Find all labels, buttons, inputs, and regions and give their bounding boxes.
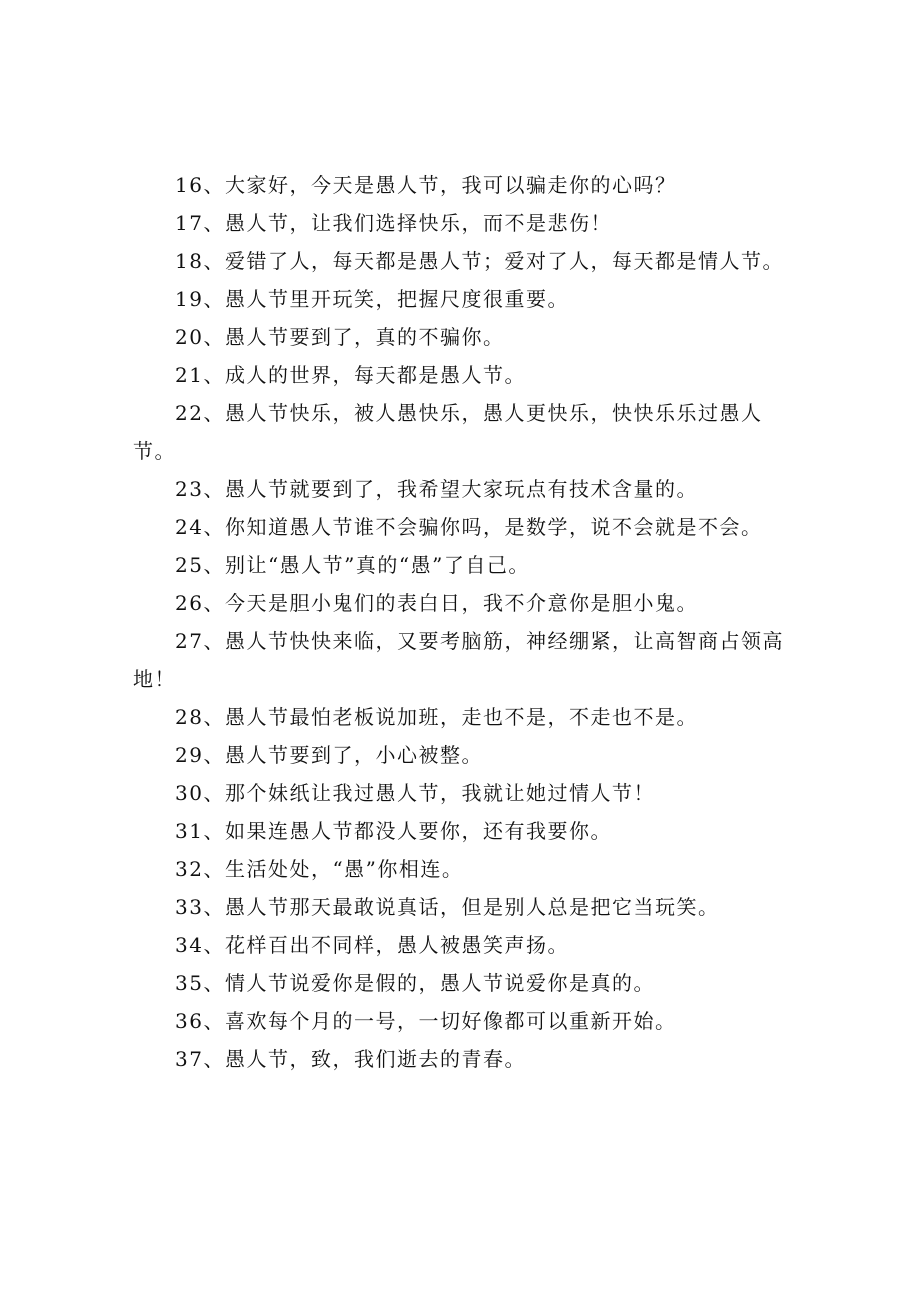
list-item: 37、愚人节，致，我们逝去的青春。 — [175, 1047, 526, 1071]
list-item: 30、那个妹纸让我过愚人节，我就让她过情人节！ — [175, 781, 655, 805]
list-item: 31、如果连愚人节都没人要你，还有我要你。 — [175, 819, 612, 843]
list-item: 16、大家好，今天是愚人节，我可以骗走你的心吗？ — [175, 173, 677, 197]
list-item: 32、生活处处，“愚”你相连。 — [175, 857, 464, 881]
list-item: 29、愚人节要到了，小心被整。 — [175, 743, 483, 767]
list-item: 19、愚人节里开玩笑，把握尺度很重要。 — [175, 287, 569, 311]
list-item: 36、喜欢每个月的一号，一切好像都可以重新开始。 — [175, 1009, 677, 1033]
document-body — [133, 166, 793, 1078]
list-item: 26、今天是胆小鬼们的表白日，我不介意你是胆小鬼。 — [175, 591, 698, 615]
list-item: 22、愚人节快乐，被人愚快乐，愚人更快乐，快快乐乐过愚人节。 — [133, 401, 763, 463]
list-item: 23、愚人节就要到了，我希望大家玩点有技术含量的。 — [175, 477, 698, 501]
list-item: 28、愚人节最怕老板说加班，走也不是，不走也不是。 — [175, 705, 698, 729]
list-item: 24、你知道愚人节谁不会骗你吗，是数学，说不会就是不会。 — [175, 515, 763, 539]
list-item: 21、成人的世界，每天都是愚人节。 — [175, 363, 526, 387]
list-item: 27、愚人节快快来临，又要考脑筋，神经绷紧，让高智商占领高地！ — [133, 629, 784, 691]
list-item: 35、情人节说爱你是假的，愚人节说爱你是真的。 — [175, 971, 655, 995]
list-item: 18、爱错了人，每天都是愚人节；爱对了人，每天都是情人节。 — [175, 249, 784, 273]
list-item: 17、愚人节，让我们选择快乐，而不是悲伤！ — [175, 211, 612, 235]
list-item: 20、愚人节要到了，真的不骗你。 — [175, 325, 505, 349]
list-item: 33、愚人节那天最敢说真话，但是别人总是把它当玩笑。 — [175, 895, 720, 919]
list-item: 34、花样百出不同样，愚人被愚笑声扬。 — [175, 933, 569, 957]
list-item: 25、别让“愚人节”真的“愚”了自己。 — [175, 553, 530, 577]
